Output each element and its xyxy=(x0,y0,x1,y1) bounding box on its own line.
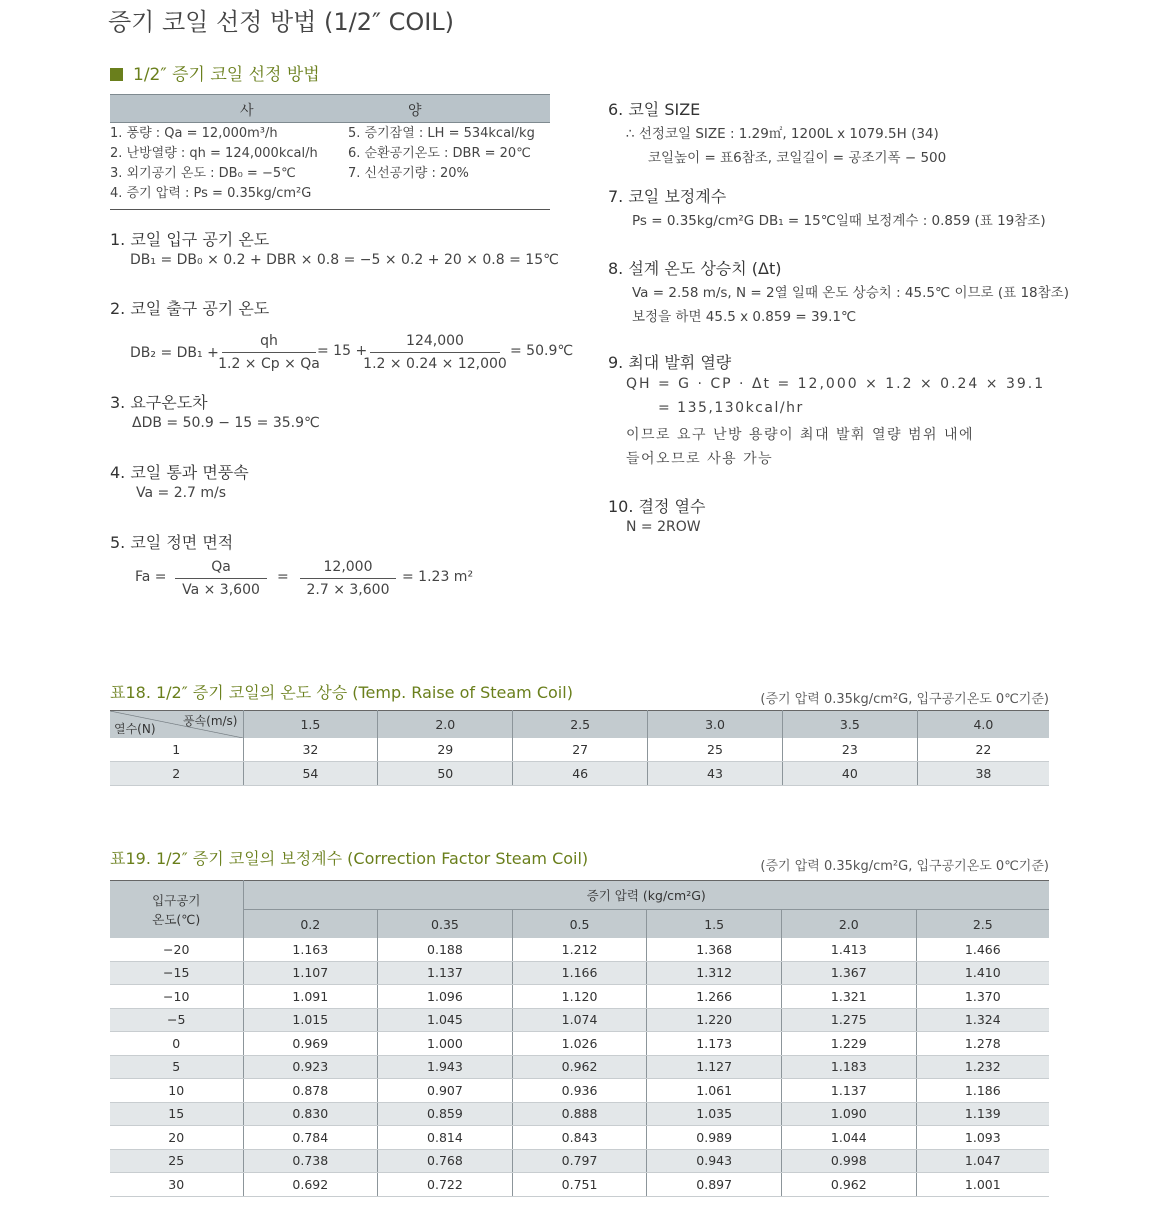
step-7-line1: Ps = 0.35kg/cm²G DB₁ = 15℃일때 보정계수 : 0.859 (표 19참조) xyxy=(632,213,1046,229)
column-header: 2.5 xyxy=(916,910,1049,939)
row-label: −5 xyxy=(110,1008,243,1032)
step-2-fraction2-numerator: 124,000 xyxy=(406,333,464,349)
table-cell: 0.188 xyxy=(378,938,513,961)
row-label: 25 xyxy=(110,1149,243,1173)
table-cell: 27 xyxy=(513,738,648,762)
divider xyxy=(110,209,550,210)
step-3-formula: ΔDB = 50.9 − 15 = 35.9℃ xyxy=(132,415,320,431)
row-label: 15 xyxy=(110,1102,243,1126)
fraction-bar xyxy=(175,578,267,579)
step-5-result: = 1.23 m² xyxy=(402,569,474,585)
column-header: 3.0 xyxy=(648,711,783,739)
table-cell: 1.035 xyxy=(647,1102,782,1126)
table-cell: 0.888 xyxy=(512,1102,647,1126)
table19-caption: 표19. 1/2″ 증기 코일의 보정계수 (Correction Factor Steam Coil) xyxy=(110,849,589,868)
table-header-row xyxy=(110,711,1049,739)
table-cell: 43 xyxy=(648,762,783,786)
spec-item: 1. 풍량 : Qa = 12,000m³/h xyxy=(110,126,278,141)
table19 xyxy=(110,880,1049,1197)
table-cell: 0.878 xyxy=(243,1079,378,1103)
table-row xyxy=(110,1055,1049,1079)
step-5-equals: = xyxy=(277,569,289,585)
table-cell: 0.859 xyxy=(378,1102,513,1126)
table-cell: 0.843 xyxy=(512,1126,647,1150)
table-cell: 1.093 xyxy=(916,1126,1049,1150)
table-cell: 0.962 xyxy=(782,1173,917,1197)
column-header: 2.5 xyxy=(513,711,648,739)
corner-bottom-label: 열수(N) xyxy=(114,722,156,736)
table-cell: 1.410 xyxy=(916,961,1049,985)
table-cell: 0.923 xyxy=(243,1055,378,1079)
step-6-title: 6. 코일 SIZE xyxy=(608,100,701,119)
step-3-title: 3. 요구온도차 xyxy=(110,393,208,412)
step-5-lhs: Fa = xyxy=(135,569,167,585)
section-heading xyxy=(110,60,320,85)
column-header: 3.5 xyxy=(782,711,917,739)
table-row xyxy=(110,762,1049,786)
table-row xyxy=(110,1008,1049,1032)
row-label: −20 xyxy=(110,938,243,961)
row-label: 2 xyxy=(110,762,243,786)
step-5-fraction2-denominator: 2.7 × 3,600 xyxy=(306,582,390,598)
table-cell: 1.090 xyxy=(782,1102,917,1126)
spec-list-left xyxy=(110,124,318,204)
table-corner-cell xyxy=(110,881,243,939)
step-6-line1: ∴ 선정코일 SIZE : 1.29㎡, 1200L x 1079.5H (34) xyxy=(626,126,939,142)
table-cell: 1.166 xyxy=(512,961,647,985)
fraction-bar xyxy=(300,578,396,579)
step-2-mid: = 15 + xyxy=(317,343,368,359)
table-cell: 1.186 xyxy=(916,1079,1049,1103)
step-2-title: 2. 코일 출구 공기 온도 xyxy=(110,299,270,318)
step-9-title: 9. 최대 발휘 열량 xyxy=(608,353,732,372)
step-10-line1: N = 2ROW xyxy=(626,519,701,535)
page-title: 증기 코일 선정 방법 (1/2″ COIL) xyxy=(108,8,455,36)
table-cell: 1.229 xyxy=(782,1032,917,1056)
table-cell: 0.692 xyxy=(243,1173,378,1197)
table-cell: 1.312 xyxy=(647,961,782,985)
step-2-fraction2-denominator: 1.2 × 0.24 × 12,000 xyxy=(363,356,507,372)
table-cell: 1.163 xyxy=(243,938,378,961)
table-cell: 1.413 xyxy=(782,938,917,961)
table-cell: 1.044 xyxy=(782,1126,917,1150)
fraction-bar xyxy=(222,352,316,353)
step-1-formula: DB₁ = DB₀ × 0.2 + DBR × 0.8 = −5 × 0.2 + 20 × 0.8 = 15℃ xyxy=(130,252,559,268)
table19-note: (증기 압력 0.35kg/cm²G, 입구공기온도 0℃기준) xyxy=(760,859,1049,874)
table-cell: 1.001 xyxy=(916,1173,1049,1197)
row-label: −10 xyxy=(110,985,243,1009)
table-cell: 1.000 xyxy=(378,1032,513,1056)
step-5-title: 5. 코일 정면 면적 xyxy=(110,533,234,552)
step-4-formula: Va = 2.7 m/s xyxy=(136,485,227,501)
spec-item: 7. 신선공기량 : 20% xyxy=(348,166,469,181)
step-5-fraction2-numerator: 12,000 xyxy=(323,559,373,575)
table-row xyxy=(110,961,1049,985)
diagonal-header xyxy=(110,711,243,738)
table-cell: 25 xyxy=(648,738,783,762)
table-row xyxy=(110,1173,1049,1197)
table-cell: 22 xyxy=(917,738,1049,762)
table-cell: 1.107 xyxy=(243,961,378,985)
spec-item: 5. 증기잠열 : LH = 534kcal/kg xyxy=(348,126,535,141)
row-label: −15 xyxy=(110,961,243,985)
table18-note: (증기 압력 0.35kg/cm²G, 입구공기온도 0℃기준) xyxy=(760,692,1049,707)
table-cell: 1.466 xyxy=(916,938,1049,961)
table-cell: 1.321 xyxy=(782,985,917,1009)
table-cell: 0.830 xyxy=(243,1102,378,1126)
table-cell: 1.275 xyxy=(782,1008,917,1032)
table-cell: 0.797 xyxy=(512,1149,647,1173)
step-8-line2: 보정을 하면 45.5 x 0.859 = 39.1℃ xyxy=(632,309,857,325)
table-cell: 40 xyxy=(782,762,917,786)
step-10-title: 10. 결정 열수 xyxy=(608,497,706,516)
table-cell: 0.814 xyxy=(378,1126,513,1150)
table-cell: 1.047 xyxy=(916,1149,1049,1173)
corner-label-line2: 온도(℃) xyxy=(152,911,201,927)
table-cell: 1.137 xyxy=(378,961,513,985)
step-2-fraction1-numerator: qh xyxy=(260,333,278,349)
table-cell: 1.220 xyxy=(647,1008,782,1032)
table-cell: 1.266 xyxy=(647,985,782,1009)
step-1-title: 1. 코일 입구 공기 온도 xyxy=(110,230,270,249)
table-cell: 1.139 xyxy=(916,1102,1049,1126)
step-9-line1: QH = G · CP · Δt = 12,000 × 1.2 × 0.24 × 39.1 xyxy=(626,376,1046,392)
step-7-title: 7. 코일 보정계수 xyxy=(608,187,727,206)
step-4-title: 4. 코일 통과 면풍속 xyxy=(110,463,249,482)
table-cell: 1.278 xyxy=(916,1032,1049,1056)
table-cell: 1.061 xyxy=(647,1079,782,1103)
column-header: 1.5 xyxy=(647,910,782,939)
table-cell: 1.370 xyxy=(916,985,1049,1009)
table-cell: 0.897 xyxy=(647,1173,782,1197)
table-cell: 1.137 xyxy=(782,1079,917,1103)
table-row xyxy=(110,1102,1049,1126)
table18-caption: 표18. 1/2″ 증기 코일의 온도 상승 (Temp. Raise of Steam Coil) xyxy=(110,683,573,702)
table-cell: 0.936 xyxy=(512,1079,647,1103)
table-cell: 1.026 xyxy=(512,1032,647,1056)
table-cell: 46 xyxy=(513,762,648,786)
table-cell: 32 xyxy=(243,738,378,762)
table-cell: 1.367 xyxy=(782,961,917,985)
column-header: 0.5 xyxy=(512,910,647,939)
group-header: 증기 압력 (kg/cm²G) xyxy=(243,881,1049,910)
spec-item: 6. 순환공기온도 : DBR = 20℃ xyxy=(348,146,531,161)
table-cell: 1.091 xyxy=(243,985,378,1009)
step-5-fraction1-numerator: Qa xyxy=(211,559,231,575)
table-row xyxy=(110,1032,1049,1056)
spec-header xyxy=(110,94,550,123)
table-header-row xyxy=(110,910,1049,939)
column-header: 0.35 xyxy=(378,910,513,939)
table-cell: 0.907 xyxy=(378,1079,513,1103)
table-cell: 54 xyxy=(243,762,378,786)
table-cell: 29 xyxy=(378,738,513,762)
row-label: 30 xyxy=(110,1173,243,1197)
table-cell: 0.738 xyxy=(243,1149,378,1173)
table-corner-cell xyxy=(110,711,243,739)
column-header: 1.5 xyxy=(243,711,378,739)
corner-top-label: 풍속(m/s) xyxy=(182,714,238,728)
spec-list-right xyxy=(348,124,535,184)
table-cell: 1.173 xyxy=(647,1032,782,1056)
spec-item: 4. 증기 압력 : Ps = 0.35kg/cm²G xyxy=(110,186,312,201)
table-row xyxy=(110,1126,1049,1150)
row-label: 10 xyxy=(110,1079,243,1103)
table-cell: 0.989 xyxy=(647,1126,782,1150)
square-bullet-icon xyxy=(110,68,123,81)
fraction-bar xyxy=(370,352,500,353)
table-cell: 1.324 xyxy=(916,1008,1049,1032)
table-cell: 0.962 xyxy=(512,1055,647,1079)
step-2-fraction1-denominator: 1.2 × Cp × Qa xyxy=(218,356,320,372)
table-cell: 0.969 xyxy=(243,1032,378,1056)
spec-item: 2. 난방열량 : qh = 124,000kcal/h xyxy=(110,146,318,161)
table-header-row xyxy=(110,881,1049,910)
table-cell: 1.232 xyxy=(916,1055,1049,1079)
column-header: 0.2 xyxy=(243,910,378,939)
table-row xyxy=(110,1079,1049,1103)
table-row xyxy=(110,938,1049,961)
table-cell: 0.751 xyxy=(512,1173,647,1197)
table-cell: 1.015 xyxy=(243,1008,378,1032)
table-cell: 0.943 xyxy=(647,1149,782,1173)
corner-label-line1: 입구공기 xyxy=(152,892,201,908)
column-header: 2.0 xyxy=(782,910,917,939)
step-5-fraction1-denominator: Va × 3,600 xyxy=(182,582,260,598)
table-row xyxy=(110,985,1049,1009)
step-9-line2: = 135,130kcal/hr xyxy=(658,400,804,416)
table-cell: 1.368 xyxy=(647,938,782,961)
spec-header-right: 양 xyxy=(408,103,422,119)
section-heading-text: 1/2″ 증기 코일 선정 방법 xyxy=(133,65,320,85)
step-8-title: 8. 설계 온도 상승치 (Δt) xyxy=(608,259,782,278)
table-cell: 0.768 xyxy=(378,1149,513,1173)
row-label: 1 xyxy=(110,738,243,762)
table-cell: 1.183 xyxy=(782,1055,917,1079)
table-cell: 50 xyxy=(378,762,513,786)
row-label: 5 xyxy=(110,1055,243,1079)
table-row xyxy=(110,738,1049,762)
table-cell: 23 xyxy=(782,738,917,762)
column-header: 4.0 xyxy=(917,711,1049,739)
step-2-result: = 50.9℃ xyxy=(510,343,574,359)
row-label: 0 xyxy=(110,1032,243,1056)
step-8-line1: Va = 2.58 m/s, N = 2열 일때 온도 상승치 : 45.5℃ 이므로 (표 18참조) xyxy=(632,285,1069,301)
column-header: 2.0 xyxy=(378,711,513,739)
table-cell: 1.943 xyxy=(378,1055,513,1079)
table18 xyxy=(110,710,1049,786)
table-cell: 0.998 xyxy=(782,1149,917,1173)
step-9-line4: 들어오므로 사용 가능 xyxy=(626,451,774,467)
table-cell: 38 xyxy=(917,762,1049,786)
table-cell: 1.096 xyxy=(378,985,513,1009)
table-cell: 1.074 xyxy=(512,1008,647,1032)
table-cell: 0.722 xyxy=(378,1173,513,1197)
spec-item: 3. 외기공기 온도 : DB₀ = −5℃ xyxy=(110,166,296,181)
table-cell: 1.045 xyxy=(378,1008,513,1032)
table-row xyxy=(110,1149,1049,1173)
table-cell: 1.127 xyxy=(647,1055,782,1079)
spec-header-left: 사 xyxy=(240,103,254,119)
step-2-lhs: DB₂ = DB₁ + xyxy=(130,345,219,361)
step-9-line3: 이므로 요구 난방 용량이 최대 발휘 열량 범위 내에 xyxy=(626,427,975,443)
table-cell: 1.120 xyxy=(512,985,647,1009)
table-cell: 1.212 xyxy=(512,938,647,961)
table-cell: 0.784 xyxy=(243,1126,378,1150)
row-label: 20 xyxy=(110,1126,243,1150)
step-6-line2: 코일높이 = 표6참조, 코일길이 = 공조기폭 − 500 xyxy=(648,150,947,166)
